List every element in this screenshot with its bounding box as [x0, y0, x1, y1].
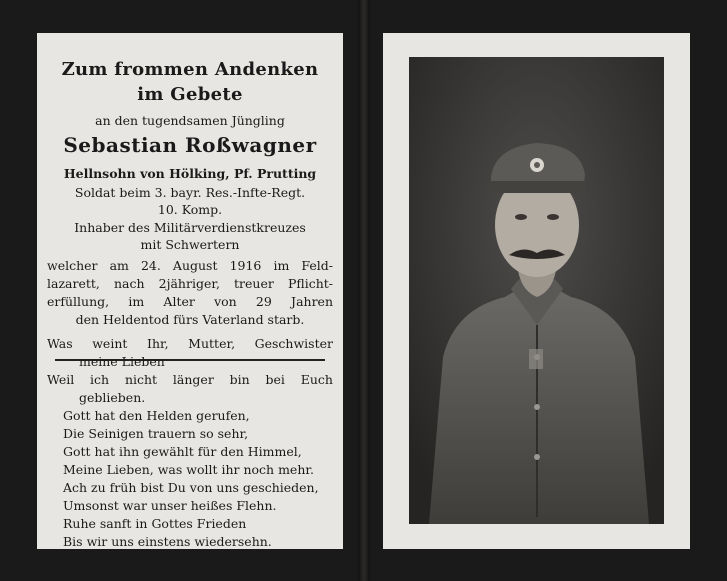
title-line-2: im Gebete	[137, 84, 243, 105]
award-line-1: Inhaber des Militärverdienstkreuzes	[74, 220, 306, 235]
portrait-illustration	[409, 57, 664, 524]
left-page	[37, 33, 343, 549]
poem-line-2: meine Lieben	[79, 354, 165, 369]
poem-line-4: geblieben.	[79, 390, 146, 405]
poem-line-8: Meine Lieben, was wollt ihr noch mehr.	[63, 462, 314, 477]
unit-line-1: Soldat beim 3. bayr. Res.-Infte-Regt.	[74, 185, 306, 200]
poem-line-10: Umsonst war unser heißes Flehn.	[63, 498, 277, 513]
poem-line-3: Weil ich nicht länger bin bei Euch	[47, 372, 333, 387]
death-line-3: erfüllung, im Alter von 29 Jahren	[47, 294, 333, 309]
poem-line-9: Ach zu früh bist Du von uns geschieden,	[63, 480, 319, 495]
death-line-4: den Heldentod fürs Vaterland starb.	[75, 312, 305, 327]
right-page	[383, 33, 690, 549]
unit-line-2: 10. Komp.	[157, 202, 223, 217]
card-fold	[358, 0, 370, 581]
title-line-1: Zum frommen Andenken	[61, 59, 319, 80]
poem-line-12: Bis wir uns einstens wiedersehn.	[63, 534, 272, 549]
poem-line-1: Was weint Ihr, Mutter, Geschwister	[47, 336, 333, 351]
death-line-2: lazarett, nach 2jähriger, treuer Pflicht-	[47, 276, 333, 291]
poem-line-6: Die Seinigen trauern so sehr,	[63, 426, 249, 441]
award-line-2: mit Schwertern	[140, 237, 240, 252]
origin-line: Hellnsohn von Hölking, Pf. Prutting	[63, 166, 317, 181]
poem-line-5: Gott hat den Helden gerufen,	[63, 408, 250, 423]
memorial-text	[37, 33, 343, 549]
intro-line: an den tugendsamen Jüngling	[95, 113, 285, 128]
poem-line-7: Gott hat ihn gewählt für den Himmel,	[63, 444, 302, 459]
death-line-1: welcher am 24. August 1916 im Feld-	[47, 258, 333, 273]
deceased-name: Sebastian Roßwagner	[63, 133, 317, 157]
poem-line-11: Ruhe sanft in Gottes Frieden	[63, 516, 247, 531]
soldier-portrait-photo	[409, 57, 664, 524]
